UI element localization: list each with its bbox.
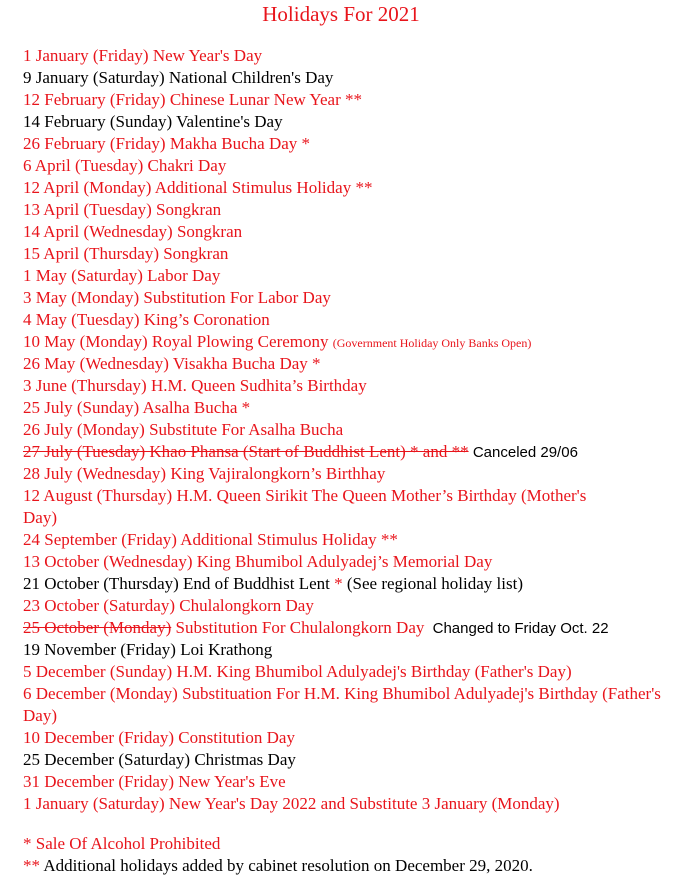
holiday-item: 26 May (Wednesday) Visakha Bucha Day * (23, 354, 321, 373)
holiday-item: 28 July (Wednesday) King Vajiralongkorn’s Birthhay (23, 464, 386, 483)
holiday-item: 3 June (Thursday) H.M. Queen Sudhita’s Birthday (23, 376, 367, 395)
holiday-item: 12 February (Friday) Chinese Lunar New Year ** (23, 90, 362, 109)
holiday-item-note: Changed to Friday Oct. 22 (432, 620, 609, 637)
holiday-item: 12 August (Thursday) H.M. Queen Sirikit The Queen Mother’s Birthday (Mother's Day) (23, 486, 587, 527)
holiday-item: 19 November (Friday) Loi Krathong (23, 640, 273, 659)
holiday-item: 26 February (Friday) Makha Bucha Day * (23, 134, 311, 153)
holiday-item-struck-text: 25 October (Monday) (23, 618, 172, 637)
holiday-item-struck-text: 27 July (Tuesday) Khao Phansa (Start of Buddhist Lent) * and ** (23, 442, 469, 461)
holiday-item-text: 21 October (Thursday) End of Buddhist Lent (23, 574, 330, 593)
holiday-item-text: 10 May (Monday) Royal Plowing Ceremony (23, 332, 329, 351)
holiday-item: 23 October (Saturday) Chulalongkorn Day (23, 596, 314, 615)
holiday-item-note: Canceled 29/06 (472, 444, 578, 461)
footnotes (23, 833, 678, 877)
footnote-additional-holidays (23, 855, 678, 877)
holiday-item: 1 January (Friday) New Year's Day (23, 46, 263, 65)
holiday-item: 1 January (Saturday) New Year's Day 2022 and Substitute 3 January (Monday) (23, 794, 560, 813)
holiday-item: 5 December (Sunday) H.M. King Bhumibol Adulyadej's Birthday (Father's Day) (23, 662, 572, 681)
holiday-item: 3 May (Monday) Substitution For Labor Day (23, 288, 331, 307)
holiday-item: 13 April (Tuesday) Songkran (23, 200, 222, 219)
page-title: Holidays For 2021 (262, 2, 420, 26)
footnote-text: Sale Of Alcohol Prohibited (35, 834, 221, 853)
holiday-item (23, 617, 678, 639)
holiday-item: 15 April (Thursday) Songkran (23, 244, 229, 263)
holiday-item: 25 December (Saturday) Christmas Day (23, 750, 296, 769)
footnote-alcohol (23, 833, 678, 855)
holiday-item (23, 573, 678, 595)
holiday-item: 1 May (Saturday) Labor Day (23, 266, 221, 285)
footnote-text: Additional holidays added by cabinet resolution on December 29, 2020. (43, 856, 533, 875)
holiday-item: 25 July (Sunday) Asalha Bucha * (23, 398, 251, 417)
holiday-item: 13 October (Wednesday) King Bhumibol Adulyadej’s Memorial Day (23, 552, 493, 571)
holiday-item: 9 January (Saturday) National Children's Day (23, 68, 334, 87)
holiday-item: 6 December (Monday) Substituation For H.M. King Bhumibol Adulyadej's Birthday (Father's Day) (23, 684, 661, 725)
holiday-item: 31 December (Friday) New Year's Eve (23, 772, 286, 791)
holiday-item: 14 April (Wednesday) Songkran (23, 222, 243, 241)
footnote-mark: ** (23, 856, 40, 875)
holiday-list (23, 45, 678, 815)
holiday-item: 24 September (Friday) Additional Stimulus Holiday ** (23, 530, 398, 549)
holiday-item: 6 April (Tuesday) Chakri Day (23, 156, 227, 175)
holiday-item (23, 331, 678, 353)
alcohol-star-mark: * (334, 574, 343, 593)
holiday-item: 10 December (Friday) Constitution Day (23, 728, 295, 747)
holiday-item-note: (Government Holiday Only Banks Open) (332, 336, 532, 350)
holiday-item-text: Substitution For Chulalongkorn Day (175, 618, 425, 637)
holiday-item: 12 April (Monday) Additional Stimulus Holiday ** (23, 178, 373, 197)
holiday-item: 14 February (Sunday) Valentine's Day (23, 112, 283, 131)
holiday-item (23, 441, 678, 463)
holiday-item: 4 May (Tuesday) King’s Coronation (23, 310, 270, 329)
holiday-item-note: (See regional holiday list) (346, 574, 523, 593)
footnote-mark: * (23, 834, 32, 853)
holiday-item: 26 July (Monday) Substitute For Asalha Bucha (23, 420, 344, 439)
